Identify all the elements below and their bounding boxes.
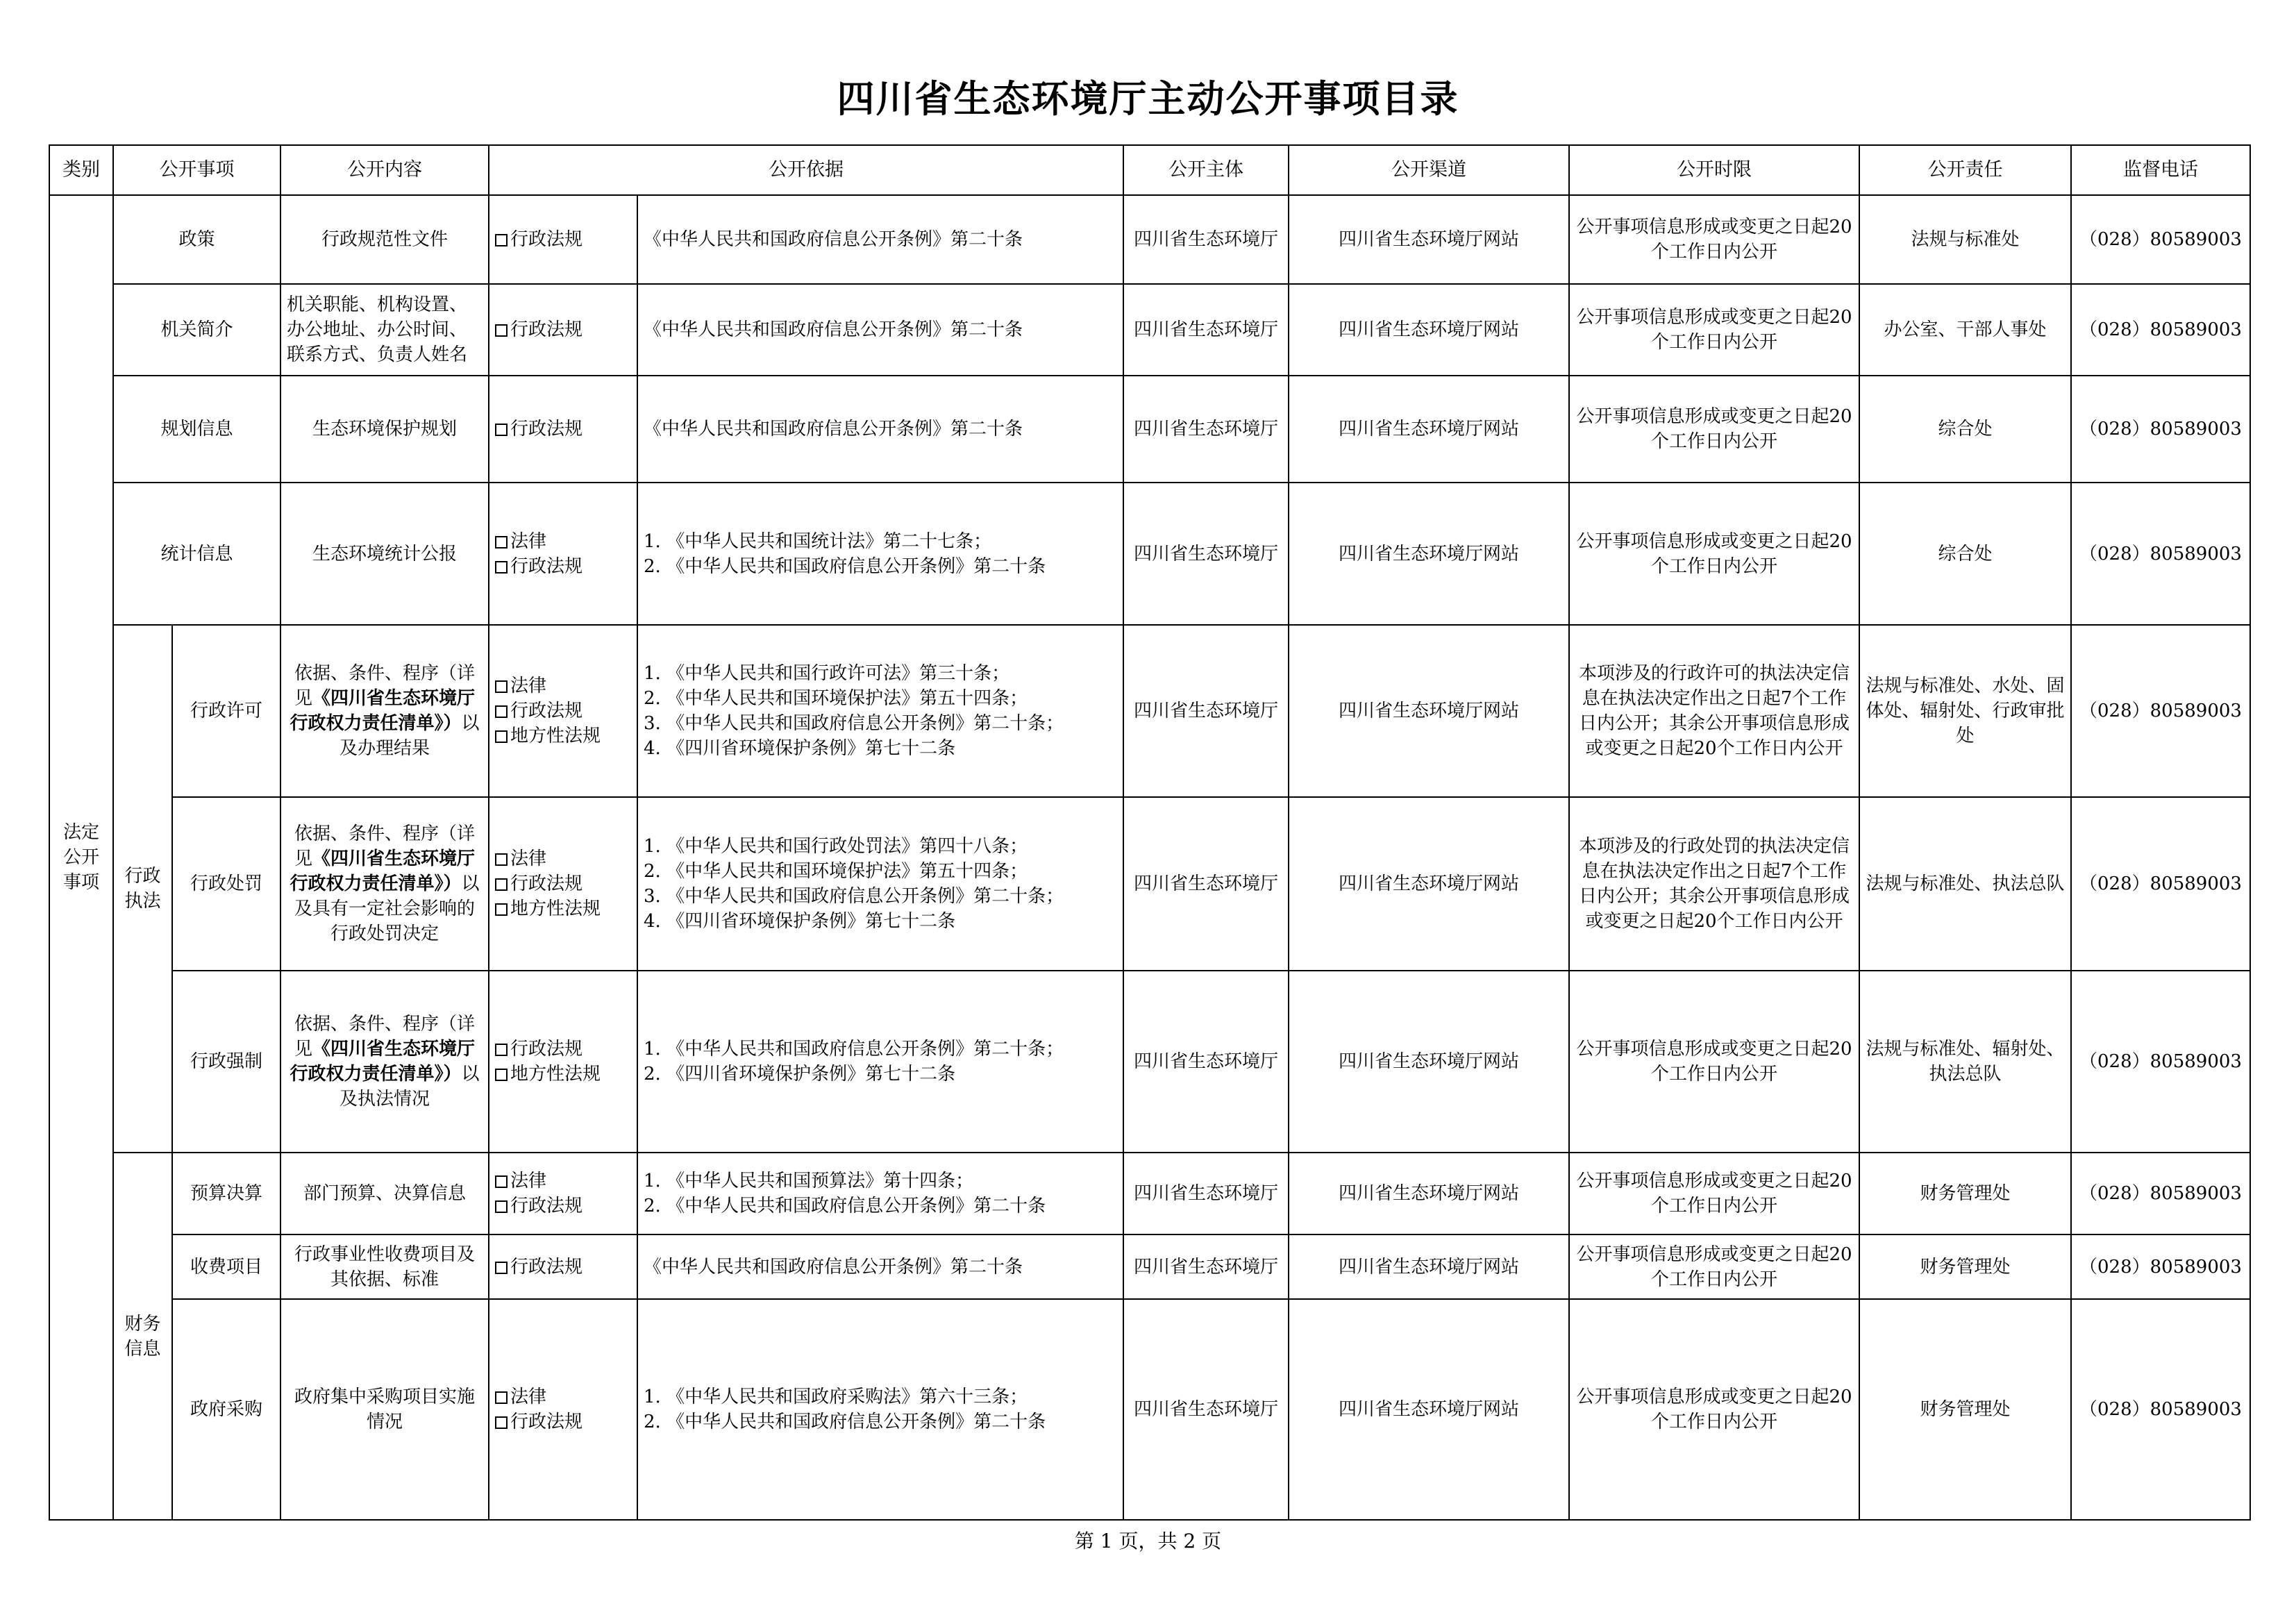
table-row	[49, 1299, 2250, 1520]
law-checkbox: 地方性法规	[495, 723, 631, 748]
basis-ref-cell: 1. 《中华人民共和国政府采购法》第六十三条； 2. 《中华人民共和国政府信息公开条例》第二十条	[637, 1299, 1123, 1520]
table-row	[49, 625, 2250, 797]
law-checkbox: 法律	[495, 673, 631, 698]
content-cell: 机关职能、机构设置、办公地址、办公时间、联系方式、负责人姓名	[280, 284, 489, 376]
checkbox-icon	[495, 1044, 508, 1056]
item-cell: 预算决算	[172, 1153, 280, 1234]
item-cell: 规划信息	[113, 376, 280, 483]
law-checkbox: 法律	[495, 846, 631, 871]
checkbox-icon	[495, 234, 508, 246]
table-row	[49, 284, 2250, 376]
header-item: 公开事项	[113, 145, 280, 195]
subject-cell: 四川省生态环境厅	[1123, 971, 1289, 1153]
group-finance-cell: 财务信息	[113, 1153, 172, 1520]
table-row	[49, 1153, 2250, 1234]
checkbox-icon	[495, 1069, 508, 1081]
phone-cell: （028）80589003	[2071, 1153, 2250, 1234]
item-cell: 行政强制	[172, 971, 280, 1153]
checkbox-icon	[495, 903, 508, 916]
phone-cell: （028）80589003	[2071, 195, 2250, 284]
time-limit-cell: 公开事项信息形成或变更之日起20个工作日内公开	[1569, 376, 1859, 483]
phone-cell: （028）80589003	[2071, 625, 2250, 797]
item-cell: 机关简介	[113, 284, 280, 376]
checkbox-icon	[495, 1391, 508, 1404]
subject-cell: 四川省生态环境厅	[1123, 625, 1289, 797]
phone-cell: （028）80589003	[2071, 797, 2250, 971]
subject-cell: 四川省生态环境厅	[1123, 483, 1289, 625]
table-row	[49, 797, 2250, 971]
phone-cell: （028）80589003	[2071, 284, 2250, 376]
law-checkbox: 行政法规	[495, 871, 631, 896]
basis-ref-cell: 1. 《中华人民共和国预算法》第十四条； 2. 《中华人民共和国政府信息公开条例》第二十条	[637, 1153, 1123, 1234]
channel-cell: 四川省生态环境厅网站	[1289, 1299, 1569, 1520]
law-checkbox: 行政法规	[495, 1037, 631, 1062]
basis-ref-cell: 《中华人民共和国政府信息公开条例》第二十条	[637, 284, 1123, 376]
header-category: 类别	[49, 145, 113, 195]
time-limit-cell: 公开事项信息形成或变更之日起20个工作日内公开	[1569, 483, 1859, 625]
phone-cell: （028）80589003	[2071, 971, 2250, 1153]
responsibility-cell: 财务管理处	[1859, 1234, 2071, 1299]
checkbox-icon	[495, 561, 508, 574]
channel-cell: 四川省生态环境厅网站	[1289, 1234, 1569, 1299]
content-cell: 部门预算、决算信息	[280, 1153, 489, 1234]
responsibility-cell: 综合处	[1859, 376, 2071, 483]
time-limit-cell: 公开事项信息形成或变更之日起20个工作日内公开	[1569, 284, 1859, 376]
checkbox-icon	[495, 1175, 508, 1188]
checkbox-icon	[495, 324, 508, 337]
checkbox-icon	[495, 1262, 508, 1274]
channel-cell: 四川省生态环境厅网站	[1289, 284, 1569, 376]
channel-cell: 四川省生态环境厅网站	[1289, 797, 1569, 971]
channel-cell: 四川省生态环境厅网站	[1289, 1153, 1569, 1234]
responsibility-cell: 财务管理处	[1859, 1153, 2071, 1234]
header-basis: 公开依据	[489, 145, 1123, 195]
header-responsibility: 公开责任	[1859, 145, 2071, 195]
channel-cell: 四川省生态环境厅网站	[1289, 483, 1569, 625]
subject-cell: 四川省生态环境厅	[1123, 797, 1289, 971]
law-type-cell	[489, 1234, 637, 1299]
channel-cell: 四川省生态环境厅网站	[1289, 376, 1569, 483]
basis-ref-cell: 1. 《中华人民共和国行政许可法》第三十条； 2. 《中华人民共和国环境保护法》第五十四条； 3. 《中华人民共和国政府信息公开条例》第二十条； 4. 《四川省环境保护条例》第七十二条	[637, 625, 1123, 797]
law-checkbox: 行政法规	[495, 317, 631, 342]
law-checkbox: 法律	[495, 1384, 631, 1409]
subject-cell: 四川省生态环境厅	[1123, 195, 1289, 284]
responsibility-cell: 办公室、干部人事处	[1859, 284, 2071, 376]
content-cell: 依据、条件、程序（详见《四川省生态环境厅行政权力责任清单》）以及办理结果	[280, 625, 489, 797]
subject-cell: 四川省生态环境厅	[1123, 1153, 1289, 1234]
table-row	[49, 971, 2250, 1153]
phone-cell: （028）80589003	[2071, 1234, 2250, 1299]
law-type-cell	[489, 483, 637, 625]
table-row	[49, 376, 2250, 483]
law-checkbox: 行政法规	[495, 1255, 631, 1280]
subject-cell: 四川省生态环境厅	[1123, 1234, 1289, 1299]
law-checkbox: 行政法规	[495, 1409, 631, 1434]
checkbox-icon	[495, 424, 508, 436]
item-cell: 政府采购	[172, 1299, 280, 1520]
page-footer: 第 1 页，共 2 页	[1074, 1530, 1222, 1552]
checkbox-icon	[495, 536, 508, 549]
responsibility-cell: 法规与标准处、执法总队	[1859, 797, 2071, 971]
header-row	[49, 145, 2250, 195]
law-type-cell	[489, 625, 637, 797]
basis-ref-cell: 1. 《中华人民共和国行政处罚法》第四十八条； 2. 《中华人民共和国环境保护法》第五十四条； 3. 《中华人民共和国政府信息公开条例》第二十条； 4. 《四川省环境保护条例》第七十二条	[637, 797, 1123, 971]
law-type-cell	[489, 971, 637, 1153]
content-cell: 生态环境统计公报	[280, 483, 489, 625]
checkbox-icon	[495, 680, 508, 693]
time-limit-cell: 本项涉及的行政处罚的执法决定信息在执法决定作出之日起7个工作日内公开；其余公开事项信息形成或变更之日起20个工作日内公开	[1569, 797, 1859, 971]
page-title: 四川省生态环境厅主动公开事项目录	[837, 77, 1459, 121]
header-content: 公开内容	[280, 145, 489, 195]
checkbox-icon	[495, 878, 508, 891]
content-cell: 政府集中采购项目实施情况	[280, 1299, 489, 1520]
group-enforcement-cell: 行政执法	[113, 625, 172, 1153]
time-limit-cell: 公开事项信息形成或变更之日起20个工作日内公开	[1569, 1234, 1859, 1299]
law-checkbox: 行政法规	[495, 554, 631, 579]
content-cell: 行政事业性收费项目及其依据、标准	[280, 1234, 489, 1299]
checkbox-icon	[495, 730, 508, 743]
basis-ref-cell: 1. 《中华人民共和国统计法》第二十七条； 2. 《中华人民共和国政府信息公开条例》第二十条	[637, 483, 1123, 625]
checkbox-icon	[495, 853, 508, 866]
time-limit-cell: 公开事项信息形成或变更之日起20个工作日内公开	[1569, 195, 1859, 284]
item-cell: 政策	[113, 195, 280, 284]
disclosure-table	[49, 144, 2251, 1521]
subject-cell: 四川省生态环境厅	[1123, 1299, 1289, 1520]
basis-ref-cell: 1. 《中华人民共和国政府信息公开条例》第二十条； 2. 《四川省环境保护条例》第七十二条	[637, 971, 1123, 1153]
table-row	[49, 483, 2250, 625]
content-cell: 生态环境保护规划	[280, 376, 489, 483]
responsibility-cell: 法规与标准处、水处、固体处、辐射处、行政审批处	[1859, 625, 2071, 797]
content-cell: 依据、条件、程序（详见《四川省生态环境厅行政权力责任清单》）以及具有一定社会影响的行政处罚决定	[280, 797, 489, 971]
phone-cell: （028）80589003	[2071, 376, 2250, 483]
subject-cell: 四川省生态环境厅	[1123, 376, 1289, 483]
checkbox-icon	[495, 1200, 508, 1213]
content-cell: 依据、条件、程序（详见《四川省生态环境厅行政权力责任清单》）以及执法情况	[280, 971, 489, 1153]
header-phone: 监督电话	[2071, 145, 2250, 195]
basis-ref-cell: 《中华人民共和国政府信息公开条例》第二十条	[637, 195, 1123, 284]
checkbox-icon	[495, 705, 508, 718]
item-cell: 行政处罚	[172, 797, 280, 971]
responsibility-cell: 综合处	[1859, 483, 2071, 625]
phone-cell: （028）80589003	[2071, 483, 2250, 625]
law-checkbox: 法律	[495, 1169, 631, 1194]
checkbox-icon	[495, 1416, 508, 1429]
law-type-cell	[489, 1299, 637, 1520]
channel-cell: 四川省生态环境厅网站	[1289, 971, 1569, 1153]
law-checkbox: 地方性法规	[495, 896, 631, 921]
header-subject: 公开主体	[1123, 145, 1289, 195]
law-checkbox: 法律	[495, 529, 631, 554]
basis-ref-cell: 《中华人民共和国政府信息公开条例》第二十条	[637, 376, 1123, 483]
item-cell: 收费项目	[172, 1234, 280, 1299]
law-checkbox: 行政法规	[495, 227, 631, 252]
time-limit-cell: 公开事项信息形成或变更之日起20个工作日内公开	[1569, 971, 1859, 1153]
item-cell: 行政许可	[172, 625, 280, 797]
table-row	[49, 195, 2250, 284]
item-cell: 统计信息	[113, 483, 280, 625]
subject-cell: 四川省生态环境厅	[1123, 284, 1289, 376]
law-checkbox: 行政法规	[495, 698, 631, 723]
time-limit-cell: 公开事项信息形成或变更之日起20个工作日内公开	[1569, 1153, 1859, 1234]
law-checkbox: 行政法规	[495, 417, 631, 442]
content-cell: 行政规范性文件	[280, 195, 489, 284]
law-type-cell	[489, 797, 637, 971]
table-row	[49, 1234, 2250, 1299]
basis-ref-cell: 《中华人民共和国政府信息公开条例》第二十条	[637, 1234, 1123, 1299]
phone-cell: （028）80589003	[2071, 1299, 2250, 1520]
law-type-cell	[489, 1153, 637, 1234]
channel-cell: 四川省生态环境厅网站	[1289, 195, 1569, 284]
responsibility-cell: 法规与标准处	[1859, 195, 2071, 284]
header-time-limit: 公开时限	[1569, 145, 1859, 195]
responsibility-cell: 财务管理处	[1859, 1299, 2071, 1520]
law-checkbox: 行政法规	[495, 1194, 631, 1219]
law-type-cell	[489, 195, 637, 284]
time-limit-cell: 本项涉及的行政许可的执法决定信息在执法决定作出之日起7个工作日内公开；其余公开事项信息形成或变更之日起20个工作日内公开	[1569, 625, 1859, 797]
law-type-cell	[489, 376, 637, 483]
time-limit-cell: 公开事项信息形成或变更之日起20个工作日内公开	[1569, 1299, 1859, 1520]
law-checkbox: 地方性法规	[495, 1062, 631, 1087]
category-cell: 法定公开事项	[49, 195, 113, 1520]
law-type-cell	[489, 284, 637, 376]
header-channel: 公开渠道	[1289, 145, 1569, 195]
responsibility-cell: 法规与标准处、辐射处、执法总队	[1859, 971, 2071, 1153]
channel-cell: 四川省生态环境厅网站	[1289, 625, 1569, 797]
